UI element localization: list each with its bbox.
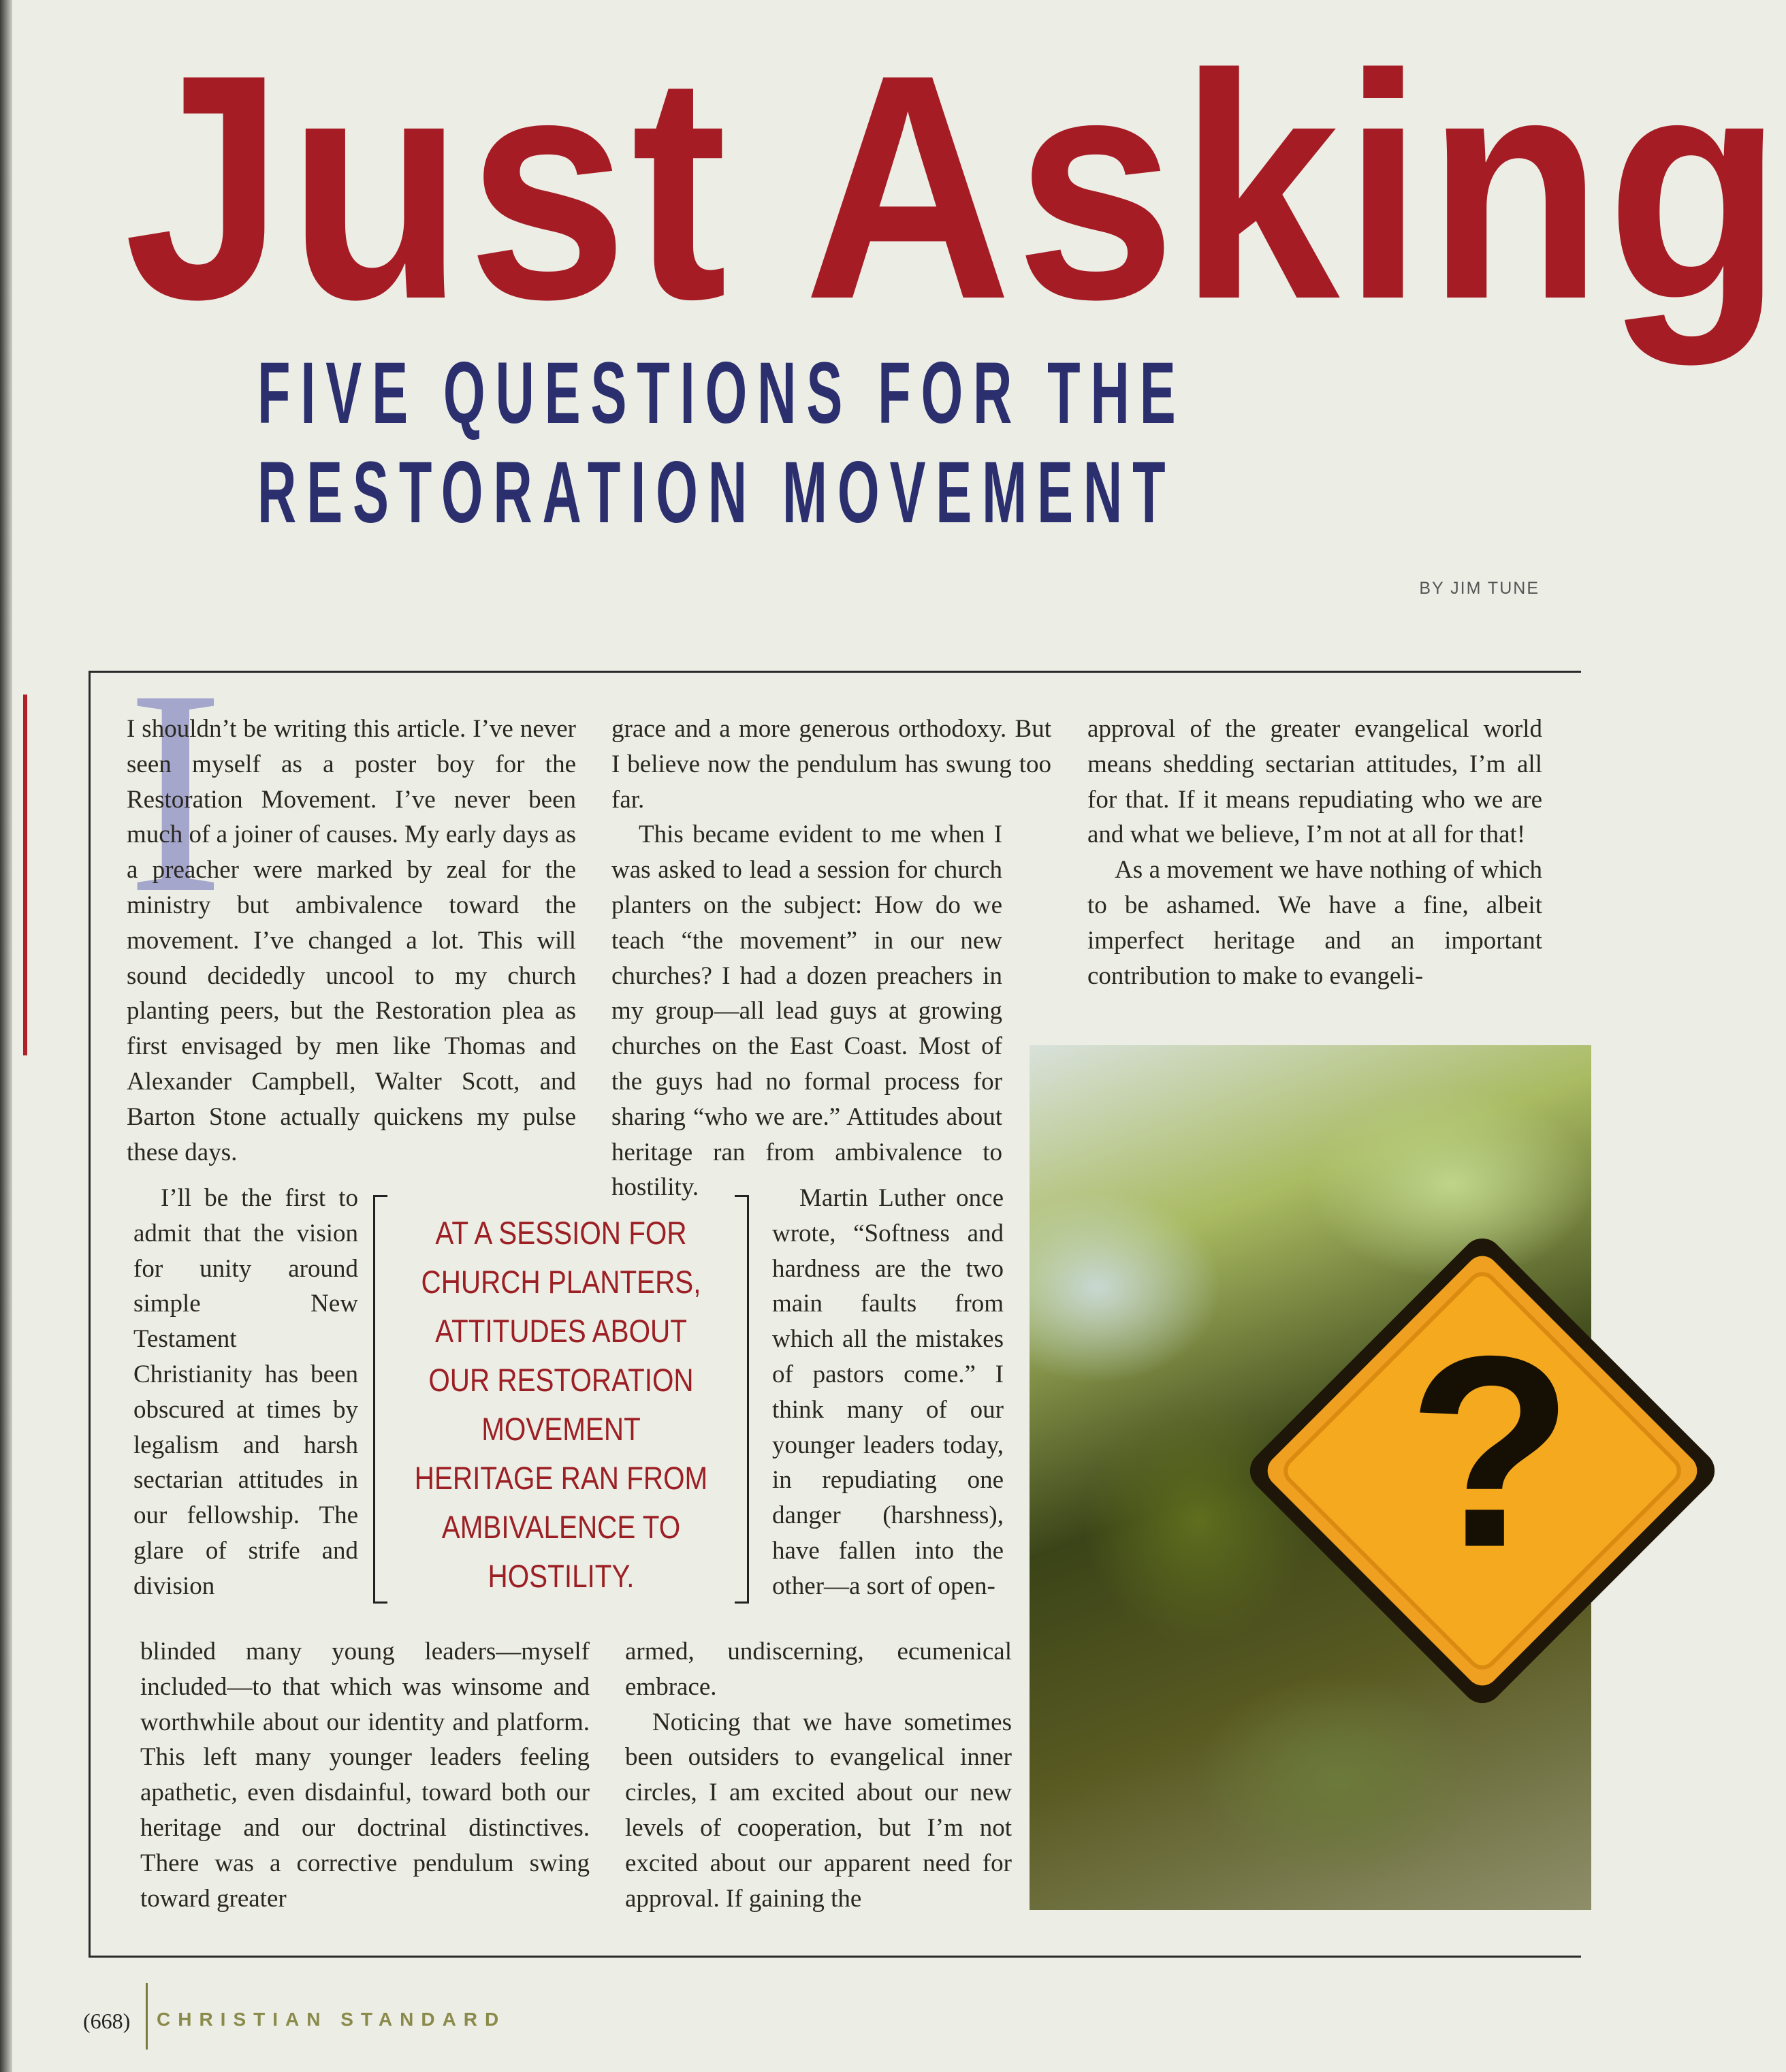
body-paragraph: This became evident to me when I was asked to lead a session for church planters on the subject: How do we teach “the movement” in our new churches? I had a dozen preachers in my group—all lead guys at growing churches on the East Coast. Most of the guys had no formal process for sharing “who we are.” Attitudes about heritage ran from ambivalence to hostility. xyxy=(611,820,1002,1202)
body-column-2-bottom xyxy=(625,1634,1012,1916)
body-column-1-bottom xyxy=(140,1634,590,1916)
sign-question-mark: ? xyxy=(1407,1299,1574,1604)
magazine-name: CHRISTIAN STANDARD xyxy=(157,2009,507,2030)
body-paragraph: approval of the greater evangelical world means shedding sectarian attitudes, I’m all for that. If it means repudiating who we are and what we believe, I’m not at all for that! xyxy=(1087,715,1542,849)
body-paragraph: grace and a more generous orthodoxy. But I believe now the pendulum has swung too far. xyxy=(611,715,1051,814)
question-mark-road-sign-icon xyxy=(1237,1226,1727,1716)
subtitle-line-1: FIVE QUESTIONS FOR THE xyxy=(257,345,1186,442)
body-paragraph: Martin Luther once wrote, “Softness and hardness are the two main faults from which all the mistakes of pastors come.” I think many of our younger leaders today, in repudiating one danger (harshness), have fallen into the other—a sort of open- xyxy=(772,1184,1004,1600)
body-paragraph: As a movement we have nothing of which to be ashamed. We have a fine, albeit imperfect heritage and an important contribution to make to evangeli- xyxy=(1087,856,1542,990)
body-column-1 xyxy=(127,712,576,1170)
body-column-2 xyxy=(611,712,1051,1205)
subtitle-line-2: RESTORATION MOVEMENT xyxy=(257,444,1176,541)
drop-cap: I xyxy=(127,630,225,954)
body-column-2-wrap xyxy=(772,1181,1004,1604)
page-gutter-shadow xyxy=(0,0,12,2072)
body-column-1-wrap xyxy=(133,1181,358,1604)
pull-quote xyxy=(373,1195,749,1604)
pull-quote-text: AT A SESSION FOR CHURCH PLANTERS, ATTITUDES ABOUT OUR RESTORATION MOVEMENT HERITAGE RAN FROM AMBIVALENCE TO HOSTILITY. xyxy=(414,1215,708,1594)
road-sign-photo xyxy=(1030,1045,1591,1910)
body-paragraph: I’ll be the first to admit that the vision for unity around simple New Testament Christianity has been obscured at times by legalism and harsh sectarian attitudes in our fellowship. The glare of strife and division xyxy=(133,1184,358,1600)
article-subtitle xyxy=(257,344,1186,543)
body-paragraph: armed, undiscerning, ecumenical embrace. xyxy=(625,1638,1012,1701)
folio-divider xyxy=(146,1983,148,2050)
page-number: (668) xyxy=(83,2009,131,2033)
byline: BY JIM TUNE xyxy=(1419,579,1540,598)
body-paragraph: I shouldn’t be writing this article. I’ve never seen myself as a poster boy for the Restoration Movement. I’ve never been much of a joiner of causes. My early days as a preacher were marked by zeal for the ministry but ambivalence toward the movement. I’ve changed a lot. This will sound decidedly uncool to my church planting peers, but the Restoration plea as first envisaged by men like Thomas and Alexander Campbell, Walter Scott, and Barton Stone actually quickens my pulse these days. xyxy=(127,715,576,1166)
body-paragraph: blinded many young leaders—myself included—to that which was winsome and worthwhile about our identity and platform. This left many younger leaders feeling apathetic, even disdainful, toward both our heritage and our doctrinal distinctives. There was a corrective pendulum swing toward greater xyxy=(140,1638,590,1913)
article-title: Just Asking xyxy=(124,8,1786,366)
body-paragraph: Noticing that we have sometimes been outsiders to evangelical inner circles, I am excited about our new levels of cooperation, but I’m not excited about our apparent need for approval. If gaining the xyxy=(625,1708,1012,1913)
red-margin-rule xyxy=(23,695,27,1055)
body-column-3 xyxy=(1087,712,1542,993)
